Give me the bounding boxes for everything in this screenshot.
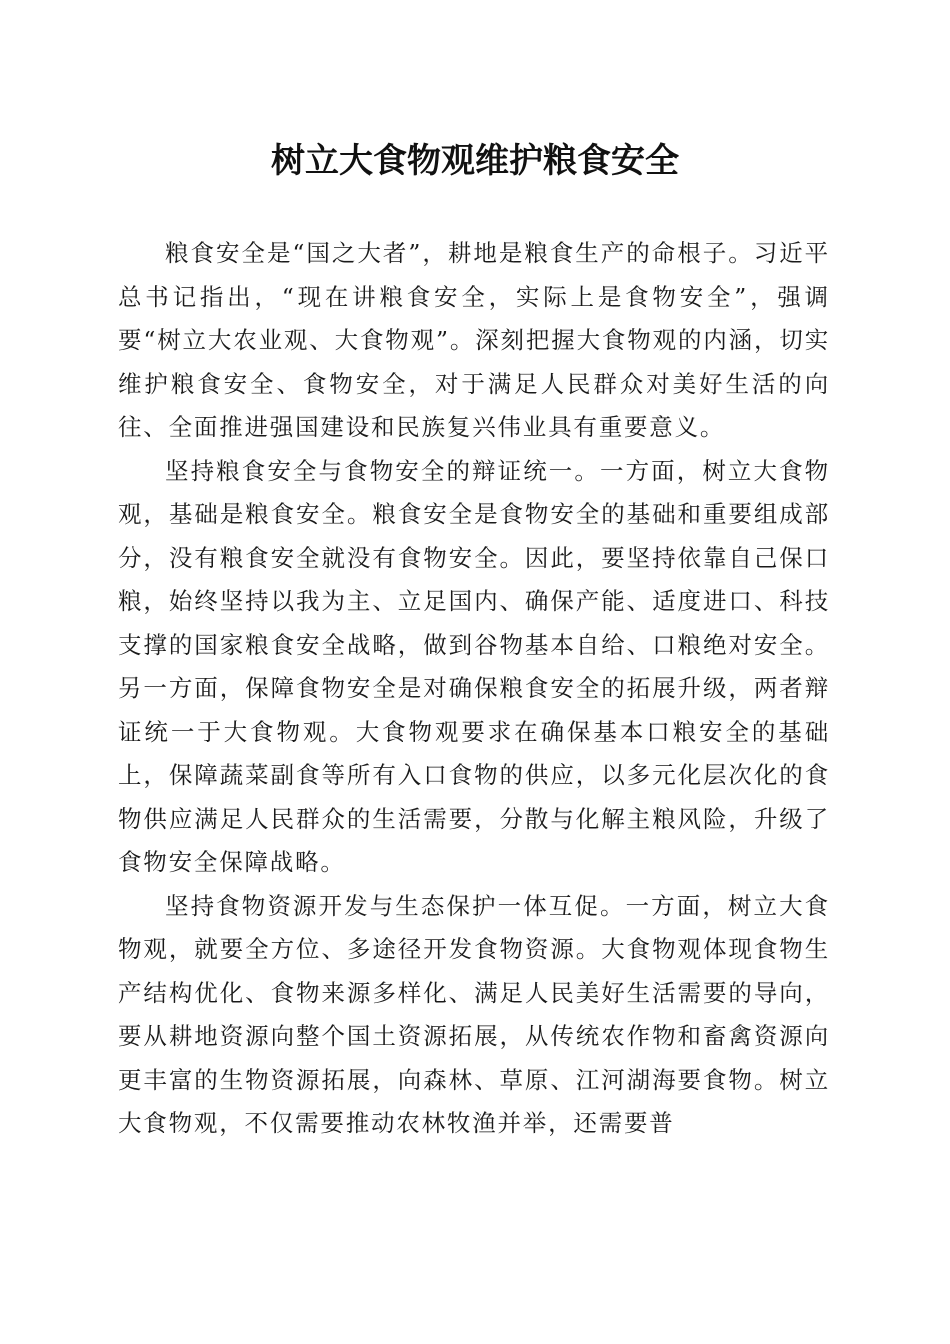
document-body <box>118 232 830 1146</box>
paragraph-3: 坚持食物资源开发与生态保护一体互促。一方面，树立大食物观，就要全方位、多途径开发食物资源。大食物观体现食物生产结构优化、食物来源多样化、满足人民美好生活需要的导向，要从耕地资源向整个国土资源拓展，从传统农作物和畜禽资源向更丰富的生物资源拓展，向森林、草原、江河湖海要食物。树立大食物观，不仅需要推动农林牧渔并举，还需要普 <box>118 891 830 1137</box>
document-title: 树立大食物观维护粮食安全 <box>271 141 679 181</box>
paragraph-1: 粮食安全是“国之大者”，耕地是粮食生产的命根子。习近平总书记指出，“现在讲粮食安全，实际上是食物安全”，强调要“树立大农业观、大食物观”。深刻把握大食物观的内涵，切实维护粮食安全、食物安全，对于满足人民群众对美好生活的向往、全面推进强国建设和民族复兴伟业具有重要意义。 <box>118 239 830 441</box>
paragraph-2: 坚持粮食安全与食物安全的辩证统一。一方面，树立大食物观，基础是粮食安全。粮食安全是食物安全的基础和重要组成部分，没有粮食安全就没有食物安全。因此，要坚持依靠自己保口粮，始终坚持以我为主、立足国内、确保产能、适度进口、科技支撑的国家粮食安全战略，做到谷物基本自给、口粮绝对安全。另一方面，保障食物安全是对确保粮食安全的拓展升级，两者辩证统一于大食物观。大食物观要求在确保基本口粮安全的基础上，保障蔬菜副食等所有入口食物的供应，以多元化层次化的食物供应满足人民群众的生活需要，分散与化解主粮风险，升级了食物安全保障战略。 <box>118 456 830 876</box>
